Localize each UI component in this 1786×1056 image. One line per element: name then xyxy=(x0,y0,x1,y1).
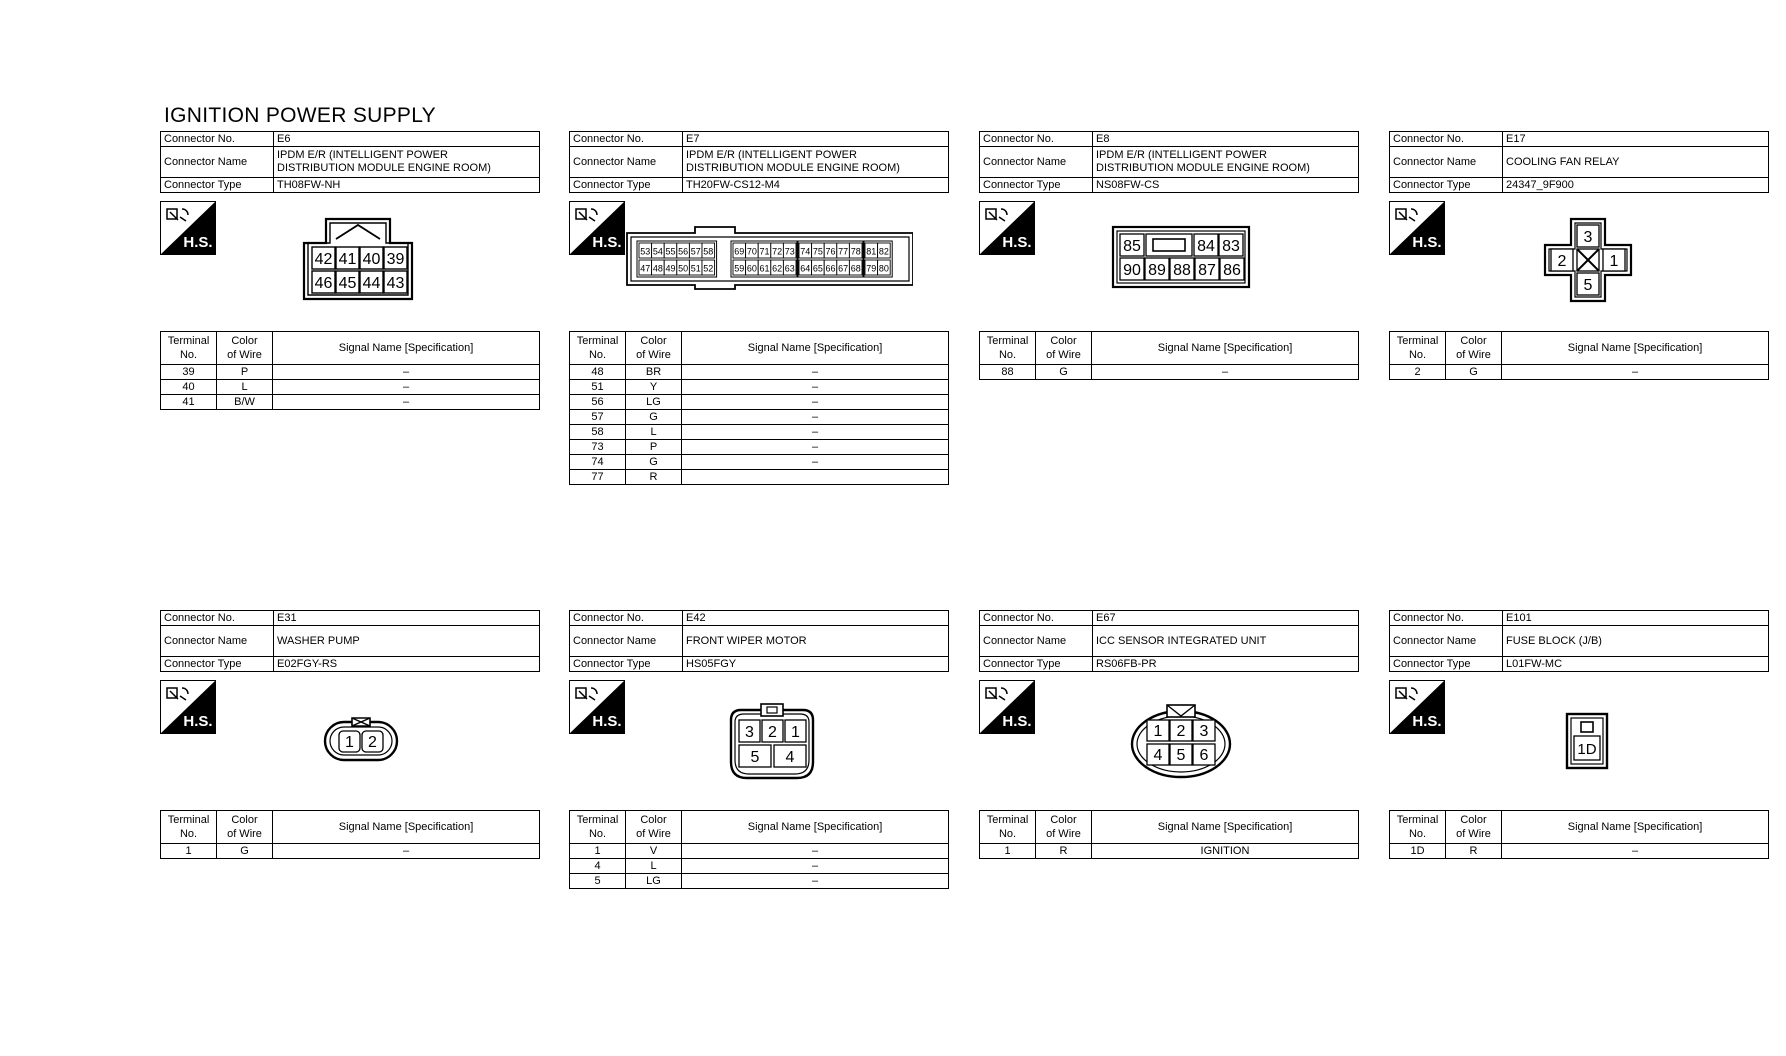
signal-name-header: Signal Name [Specification] xyxy=(1092,332,1359,365)
hs-badge-text: H.S. xyxy=(183,234,213,251)
pin-label: 3 xyxy=(1583,229,1593,246)
pin-label: 61 xyxy=(759,263,770,274)
pin-label: 4 xyxy=(1153,747,1163,764)
pin-label: 66 xyxy=(825,263,836,274)
signal-cell: – xyxy=(273,844,540,859)
connector-info-table xyxy=(569,131,949,193)
connector-type-value: RS06FB-PR xyxy=(1093,657,1359,672)
pin-label: 52 xyxy=(703,263,714,274)
color-cell: V xyxy=(626,844,682,859)
connector-no-value: E42 xyxy=(683,611,949,626)
connector-name-value: FUSE BLOCK (J/B) xyxy=(1503,626,1769,657)
connector-diagram-area xyxy=(979,672,1359,810)
connector-face-e101 xyxy=(1565,712,1609,770)
connector-info-table xyxy=(979,610,1359,672)
terminal-no-cell: 48 xyxy=(570,365,626,380)
connector-no-value: E67 xyxy=(1093,611,1359,626)
terminal-no-header: Terminal No. xyxy=(570,332,626,365)
connector-no-value: E7 xyxy=(683,132,949,147)
hs-badge-text: H.S. xyxy=(592,713,622,730)
connector-block-e17 xyxy=(1389,131,1769,380)
connector-type-value: TH08FW-NH xyxy=(274,178,540,193)
color-cell: G xyxy=(626,455,682,470)
harness-side-icon xyxy=(160,201,216,255)
hs-badge-text: H.S. xyxy=(1412,234,1442,251)
pin-label: 1D xyxy=(1577,741,1597,758)
signal-cell: IGNITION xyxy=(1092,844,1359,859)
pin-label: 43 xyxy=(386,275,405,292)
hs-badge-text: H.S. xyxy=(592,234,622,251)
connector-info-table xyxy=(569,610,949,672)
connector-block-e7 xyxy=(569,131,949,485)
terminal-no-cell: 88 xyxy=(980,365,1036,380)
pin-label: 54 xyxy=(652,246,663,257)
connector-diagram-area xyxy=(160,672,540,810)
table-row xyxy=(570,470,949,485)
connector-type-label: Connector Type xyxy=(1390,178,1503,193)
pin-label: 4 xyxy=(785,749,795,766)
signal-cell: – xyxy=(1502,844,1769,859)
table-row xyxy=(980,844,1359,859)
pin-label: 5 xyxy=(1583,277,1593,294)
color-cell: BR xyxy=(626,365,682,380)
connector-diagram-area xyxy=(569,193,949,331)
terminal-table xyxy=(1389,331,1769,380)
terminal-no-cell: 5 xyxy=(570,874,626,889)
pin-label: 3 xyxy=(1199,723,1209,740)
color-cell: L xyxy=(626,859,682,874)
pin-label: 76 xyxy=(825,246,836,257)
harness-side-icon xyxy=(979,201,1035,255)
color-cell: LG xyxy=(626,395,682,410)
pin-label: 5 xyxy=(750,749,760,766)
signal-cell: – xyxy=(1502,365,1769,380)
color-cell: P xyxy=(626,440,682,455)
signal-name-header: Signal Name [Specification] xyxy=(682,811,949,844)
pin-label: 40 xyxy=(362,251,381,268)
table-row xyxy=(570,365,949,380)
signal-name-header: Signal Name [Specification] xyxy=(1502,332,1769,365)
terminal-no-cell: 1 xyxy=(980,844,1036,859)
connector-type-label: Connector Type xyxy=(980,657,1093,672)
connector-name-value: WASHER PUMP xyxy=(274,626,540,657)
color-cell: G xyxy=(217,844,273,859)
color-of-wire-header: Color of Wire xyxy=(626,811,682,844)
color-cell: G xyxy=(1036,365,1092,380)
terminal-no-cell: 4 xyxy=(570,859,626,874)
table-row xyxy=(1390,365,1769,380)
table-row xyxy=(980,365,1359,380)
pin-label: 45 xyxy=(338,275,357,292)
connector-no-value: E6 xyxy=(274,132,540,147)
connector-info-table xyxy=(979,131,1359,193)
table-row xyxy=(570,455,949,470)
connector-type-value: E02FGY-RS xyxy=(274,657,540,672)
pin-label: 80 xyxy=(878,263,889,274)
terminal-table xyxy=(979,331,1359,380)
connector-block-e67 xyxy=(979,610,1359,859)
connector-no-label: Connector No. xyxy=(570,132,683,147)
signal-cell: – xyxy=(682,844,949,859)
color-cell: Y xyxy=(626,380,682,395)
pin-label: 63 xyxy=(784,263,795,274)
pin-label: 1 xyxy=(1153,723,1163,740)
connector-info-table xyxy=(1389,610,1769,672)
connector-name-label: Connector Name xyxy=(980,147,1093,178)
pin-label: 64 xyxy=(800,263,811,274)
terminal-table xyxy=(569,331,949,485)
harness-side-icon xyxy=(569,201,625,255)
pin-label: 44 xyxy=(362,275,381,292)
connector-name-line2: DISTRIBUTION MODULE ENGINE ROOM) xyxy=(686,162,900,174)
terminal-no-cell: 56 xyxy=(570,395,626,410)
connector-face-e7 xyxy=(625,225,913,291)
pin-label: 87 xyxy=(1198,262,1216,279)
pin-label: 75 xyxy=(812,246,823,257)
connector-type-value: TH20FW-CS12-M4 xyxy=(683,178,949,193)
pin-label: 73 xyxy=(784,246,795,257)
pin-label: 90 xyxy=(1123,262,1141,279)
connector-type-label: Connector Type xyxy=(1390,657,1503,672)
table-row xyxy=(1390,844,1769,859)
color-cell: R xyxy=(1446,844,1502,859)
terminal-no-cell: 1 xyxy=(570,844,626,859)
connector-no-label: Connector No. xyxy=(1390,132,1503,147)
signal-cell xyxy=(682,470,949,485)
color-cell: L xyxy=(217,380,273,395)
connector-face-e17 xyxy=(1543,217,1633,303)
pin-label: 81 xyxy=(866,246,877,257)
connector-name-label: Connector Name xyxy=(1390,147,1503,178)
pin-label: 55 xyxy=(665,246,676,257)
terminal-no-cell: 73 xyxy=(570,440,626,455)
connector-name-value xyxy=(1093,147,1359,178)
connector-name-value xyxy=(274,147,540,178)
terminal-no-cell: 57 xyxy=(570,410,626,425)
connector-block-e42 xyxy=(569,610,949,889)
pin-label: 39 xyxy=(386,251,405,268)
terminal-no-header: Terminal No. xyxy=(1390,332,1446,365)
pin-label: 86 xyxy=(1223,262,1241,279)
connector-no-label: Connector No. xyxy=(980,611,1093,626)
color-cell: LG xyxy=(626,874,682,889)
color-cell: R xyxy=(626,470,682,485)
signal-cell: – xyxy=(682,365,949,380)
connector-name-line1: IPDM E/R (INTELLIGENT POWER xyxy=(1096,149,1267,161)
pin-label: 53 xyxy=(640,246,651,257)
terminal-no-cell: 51 xyxy=(570,380,626,395)
connector-no-label: Connector No. xyxy=(161,611,274,626)
terminal-no-cell: 58 xyxy=(570,425,626,440)
table-row xyxy=(570,395,949,410)
connector-face-e8 xyxy=(1111,225,1251,289)
pin-label: 3 xyxy=(745,724,754,741)
terminal-no-cell: 39 xyxy=(161,365,217,380)
pin-label: 60 xyxy=(746,263,757,274)
hs-badge-text: H.S. xyxy=(1002,713,1032,730)
signal-cell: – xyxy=(682,410,949,425)
connector-no-value: E101 xyxy=(1503,611,1769,626)
pin-row-top xyxy=(312,247,407,269)
connector-name-line1: COOLING FAN RELAY xyxy=(1506,155,1620,168)
color-of-wire-header: Color of Wire xyxy=(1446,332,1502,365)
connector-info-table xyxy=(1389,131,1769,193)
connector-no-value: E8 xyxy=(1093,132,1359,147)
pin-label: 6 xyxy=(1199,747,1209,764)
color-cell: L xyxy=(626,425,682,440)
connector-name-label: Connector Name xyxy=(980,626,1093,657)
terminal-no-cell: 1D xyxy=(1390,844,1446,859)
terminal-no-cell: 2 xyxy=(1390,365,1446,380)
pin-label: 2 xyxy=(1176,723,1186,740)
signal-cell: – xyxy=(273,395,540,410)
hs-badge-text: H.S. xyxy=(1412,713,1442,730)
table-row xyxy=(161,844,540,859)
color-cell: P xyxy=(217,365,273,380)
pin-label: 47 xyxy=(640,263,651,274)
page-title: IGNITION POWER SUPPLY xyxy=(164,104,436,127)
pin-label: 88 xyxy=(1173,262,1191,279)
connector-face-e6 xyxy=(300,215,416,301)
table-row xyxy=(161,380,540,395)
harness-side-icon xyxy=(569,680,625,734)
hs-badge-text: H.S. xyxy=(183,713,213,730)
signal-name-header: Signal Name [Specification] xyxy=(273,811,540,844)
terminal-no-header: Terminal No. xyxy=(980,811,1036,844)
pin-label: 58 xyxy=(703,246,714,257)
connector-face-e31 xyxy=(322,714,400,764)
pin-label: 69 xyxy=(734,246,745,257)
pin-label: 57 xyxy=(690,246,701,257)
connector-block-e101 xyxy=(1389,610,1769,859)
color-of-wire-header: Color of Wire xyxy=(1036,811,1092,844)
pin-label: 41 xyxy=(338,251,357,268)
pin-label: 42 xyxy=(314,251,333,268)
harness-side-icon xyxy=(160,680,216,734)
signal-cell: – xyxy=(682,440,949,455)
connector-diagram-area xyxy=(1389,193,1769,331)
terminal-no-cell: 77 xyxy=(570,470,626,485)
pin-label: 56 xyxy=(678,246,689,257)
table-row xyxy=(570,425,949,440)
pin-label: 72 xyxy=(772,246,783,257)
connector-type-value: L01FW-MC xyxy=(1503,657,1769,672)
pin-label: 89 xyxy=(1148,262,1166,279)
connector-type-label: Connector Type xyxy=(570,178,683,193)
pin-label: 1 xyxy=(791,724,800,741)
connector-name-label: Connector Name xyxy=(1390,626,1503,657)
harness-side-icon xyxy=(1389,201,1445,255)
connector-type-value: 24347_9F900 xyxy=(1503,178,1769,193)
connector-type-label: Connector Type xyxy=(161,178,274,193)
terminal-no-cell: 1 xyxy=(161,844,217,859)
connector-block-e8 xyxy=(979,131,1359,380)
pin-label: 5 xyxy=(1176,747,1186,764)
terminal-no-header: Terminal No. xyxy=(980,332,1036,365)
pin-label: 51 xyxy=(690,263,701,274)
table-row xyxy=(570,844,949,859)
pin-label: 2 xyxy=(768,724,777,741)
connector-no-label: Connector No. xyxy=(570,611,683,626)
pin-label: 82 xyxy=(878,246,889,257)
terminal-table xyxy=(160,331,540,410)
connector-name-label: Connector Name xyxy=(570,626,683,657)
pin-label: 49 xyxy=(665,263,676,274)
pin-label: 1 xyxy=(1609,253,1619,270)
signal-cell: – xyxy=(682,874,949,889)
color-of-wire-header: Color of Wire xyxy=(1036,332,1092,365)
color-of-wire-header: Color of Wire xyxy=(1446,811,1502,844)
signal-name-header: Signal Name [Specification] xyxy=(1502,811,1769,844)
connector-name-label: Connector Name xyxy=(161,626,274,657)
connector-diagram-area xyxy=(160,193,540,331)
table-row xyxy=(570,874,949,889)
color-of-wire-header: Color of Wire xyxy=(217,811,273,844)
connector-type-label: Connector Type xyxy=(161,657,274,672)
connector-no-label: Connector No. xyxy=(1390,611,1503,626)
pin-label: 71 xyxy=(759,246,770,257)
pin-label: 59 xyxy=(734,263,745,274)
connector-name-line1: IPDM E/R (INTELLIGENT POWER xyxy=(686,149,857,161)
color-of-wire-header: Color of Wire xyxy=(626,332,682,365)
connector-block-e31 xyxy=(160,610,540,859)
connector-name-line2: DISTRIBUTION MODULE ENGINE ROOM) xyxy=(1096,162,1310,174)
color-cell: G xyxy=(1446,365,1502,380)
connector-info-table xyxy=(160,131,540,193)
harness-side-icon xyxy=(979,680,1035,734)
harness-side-icon xyxy=(1389,680,1445,734)
pin-label: 68 xyxy=(850,263,861,274)
terminal-no-header: Terminal No. xyxy=(1390,811,1446,844)
table-row xyxy=(570,859,949,874)
connector-name-value: ICC SENSOR INTEGRATED UNIT xyxy=(1093,626,1359,657)
color-cell: G xyxy=(626,410,682,425)
connector-no-value: E31 xyxy=(274,611,540,626)
signal-cell: – xyxy=(1092,365,1359,380)
color-cell: B/W xyxy=(217,395,273,410)
terminal-no-cell: 41 xyxy=(161,395,217,410)
pin-label: 83 xyxy=(1222,238,1240,255)
terminal-table xyxy=(1389,810,1769,859)
pin-label: 78 xyxy=(850,246,861,257)
connector-type-label: Connector Type xyxy=(980,178,1093,193)
pin-label: 48 xyxy=(652,263,663,274)
signal-name-header: Signal Name [Specification] xyxy=(682,332,949,365)
signal-cell: – xyxy=(682,859,949,874)
connector-face-e67 xyxy=(1129,702,1233,780)
connector-diagram-area xyxy=(1389,672,1769,810)
pin-label: 70 xyxy=(746,246,757,257)
terminal-table xyxy=(160,810,540,859)
connector-name-value xyxy=(683,147,949,178)
table-row xyxy=(161,395,540,410)
pin-label: 2 xyxy=(1557,253,1567,270)
pin-label: 67 xyxy=(838,263,849,274)
pin-label: 65 xyxy=(812,263,823,274)
terminal-table xyxy=(569,810,949,889)
pin-row-bottom xyxy=(312,271,407,293)
pin-label: 1 xyxy=(345,734,354,751)
terminal-no-cell: 40 xyxy=(161,380,217,395)
connector-info-table xyxy=(160,610,540,672)
connector-name-line2: DISTRIBUTION MODULE ENGINE ROOM) xyxy=(277,162,491,174)
signal-name-header: Signal Name [Specification] xyxy=(273,332,540,365)
connector-name-label: Connector Name xyxy=(570,147,683,178)
color-of-wire-header: Color of Wire xyxy=(217,332,273,365)
table-row xyxy=(570,410,949,425)
connector-diagram-area xyxy=(979,193,1359,331)
pin-label: 74 xyxy=(800,246,811,257)
pin-label: 2 xyxy=(368,734,377,751)
signal-cell: – xyxy=(682,455,949,470)
pin-label: 84 xyxy=(1197,238,1215,255)
connector-type-label: Connector Type xyxy=(570,657,683,672)
connector-block-e6 xyxy=(160,131,540,410)
color-cell: R xyxy=(1036,844,1092,859)
pin-label: 62 xyxy=(772,263,783,274)
signal-name-header: Signal Name [Specification] xyxy=(1092,811,1359,844)
connector-no-value: E17 xyxy=(1503,132,1769,147)
terminal-table xyxy=(979,810,1359,859)
pin-label: 85 xyxy=(1123,238,1141,255)
connector-type-value: NS08FW-CS xyxy=(1093,178,1359,193)
connector-type-value: HS05FGY xyxy=(683,657,949,672)
pin-label: 77 xyxy=(838,246,849,257)
terminal-no-cell: 74 xyxy=(570,455,626,470)
signal-cell: – xyxy=(682,380,949,395)
connector-no-label: Connector No. xyxy=(980,132,1093,147)
connector-name-value: FRONT WIPER MOTOR xyxy=(683,626,949,657)
connector-face-e42 xyxy=(727,702,817,780)
connector-name-value xyxy=(1503,147,1769,178)
pin-label: 79 xyxy=(866,263,877,274)
terminal-no-header: Terminal No. xyxy=(161,811,217,844)
table-row xyxy=(570,440,949,455)
table-row xyxy=(161,365,540,380)
signal-cell: – xyxy=(682,425,949,440)
signal-cell: – xyxy=(273,365,540,380)
signal-cell: – xyxy=(273,380,540,395)
connector-name-line1: IPDM E/R (INTELLIGENT POWER xyxy=(277,149,448,161)
pin-label: 50 xyxy=(678,263,689,274)
pin-label: 46 xyxy=(314,275,333,292)
connector-no-label: Connector No. xyxy=(161,132,274,147)
hs-badge-text: H.S. xyxy=(1002,234,1032,251)
connector-diagram-area xyxy=(569,672,949,810)
signal-cell: – xyxy=(682,395,949,410)
terminal-no-header: Terminal No. xyxy=(161,332,217,365)
table-row xyxy=(570,380,949,395)
terminal-no-header: Terminal No. xyxy=(570,811,626,844)
connector-name-label: Connector Name xyxy=(161,147,274,178)
